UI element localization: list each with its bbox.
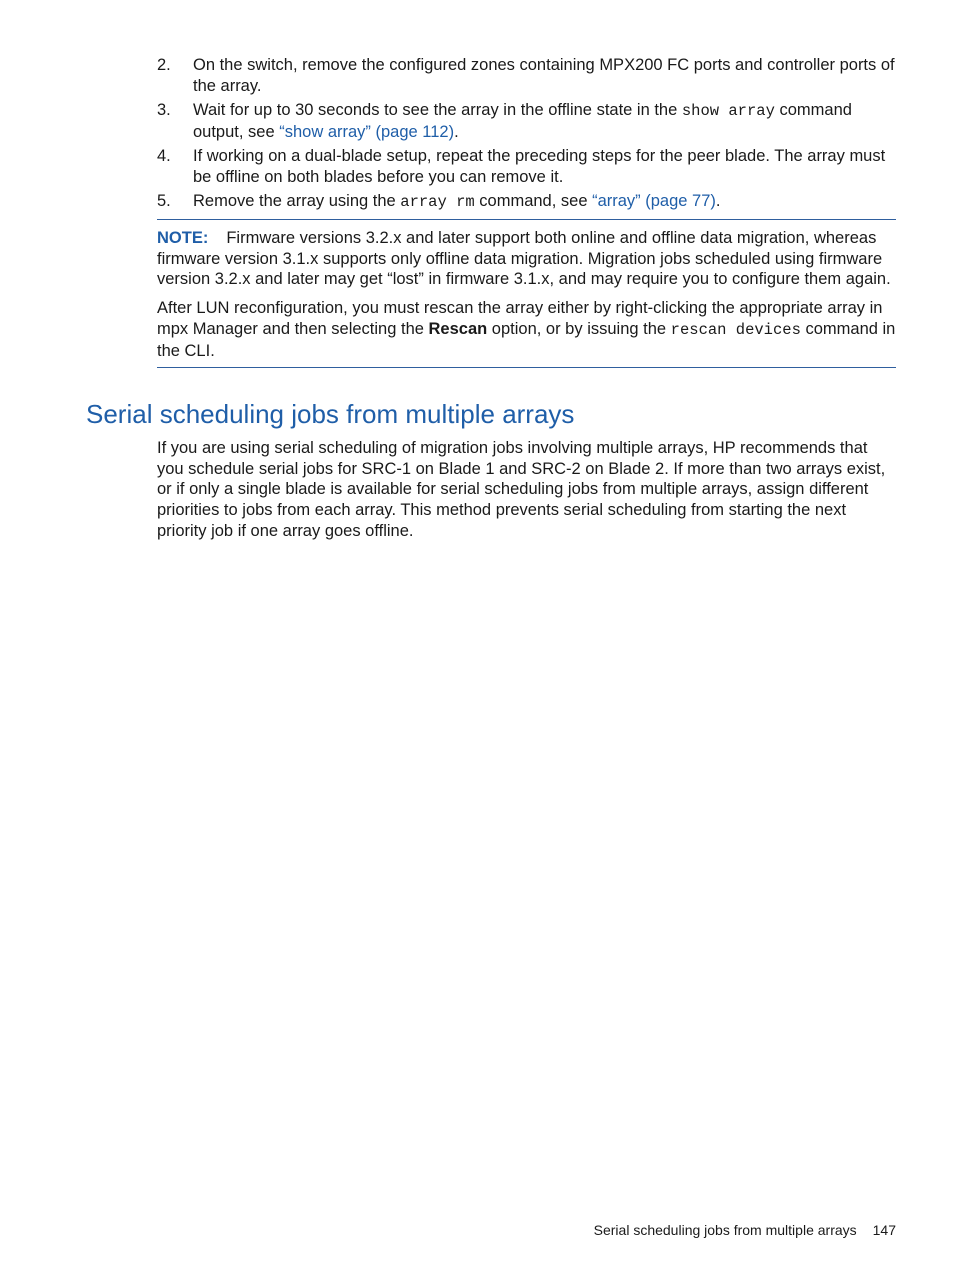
note-text: After LUN reconfiguration, you must rescan the array either by right-clicking the appropriate array in mpx Manager and then selecting the — [157, 299, 883, 338]
section-body: If you are using serial scheduling of migration jobs involving multiple arrays, HP recommends that you schedule serial jobs for SRC-1 on Blade 1 and SRC-2 on Blade 2. If more than two arrays exist, or if only a single blade is available for serial scheduling jobs from multiple arrays, assign different priorities to jobs from each array. This method prevents serial scheduling from starting the next priority job if one array goes offline. — [157, 439, 886, 540]
footer-title: Serial scheduling jobs from multiple arrays — [593, 1222, 857, 1238]
step-text: Remove the array using the — [193, 192, 401, 210]
step-number: 4. — [157, 147, 171, 165]
note-paragraph — [157, 228, 896, 290]
step-4 — [157, 146, 897, 187]
note-label: NOTE: — [157, 229, 209, 247]
note-rescan-paragraph — [157, 298, 896, 361]
command-array-rm: array rm — [400, 193, 475, 211]
step-text: If working on a dual-blade setup, repeat the preceding steps for the peer blade. The array must be offline on both blades before you can remove it. — [193, 147, 886, 186]
link-array[interactable]: “array” (page 77) — [592, 192, 716, 210]
note-text: option, or by issuing the — [487, 319, 671, 338]
step-text: Wait for up to 30 seconds to see the array in the offline state in the — [193, 101, 682, 119]
step-3 — [157, 100, 897, 142]
note-text: Firmware versions 3.2.x and later support both online and offline data migration, whereas firmware version 3.1.x supports only offline data migration. Migration jobs scheduled using firmware version 3.2.x and later may get “lost” in firmware 3.1.x, and may require you to configure them again. — [157, 229, 891, 289]
rescan-option-label: Rescan — [428, 319, 488, 338]
procedure-steps — [157, 55, 897, 217]
step-text: command output, see — [193, 101, 852, 141]
step-text: On the switch, remove the configured zones containing MPX200 FC ports and controller ports of the array. — [193, 56, 895, 95]
command-show-array: show array — [681, 102, 775, 120]
step-number: 5. — [157, 192, 171, 210]
step-2 — [157, 55, 897, 96]
step-text: . — [715, 192, 721, 210]
step-number: 3. — [157, 101, 171, 119]
step-text: command, see — [474, 192, 593, 210]
note-box — [157, 219, 896, 368]
step-number: 2. — [157, 56, 171, 74]
command-rescan-devices: rescan devices — [670, 320, 801, 339]
link-show-array[interactable]: “show array” (page 112) — [279, 122, 455, 141]
step-5 — [157, 191, 897, 213]
note-text: command in the CLI. — [157, 319, 896, 360]
page-footer — [594, 1222, 896, 1238]
page-number: 147 — [872, 1222, 896, 1238]
section-heading: Serial scheduling jobs from multiple arrays — [86, 399, 575, 429]
step-text: . — [454, 122, 459, 141]
